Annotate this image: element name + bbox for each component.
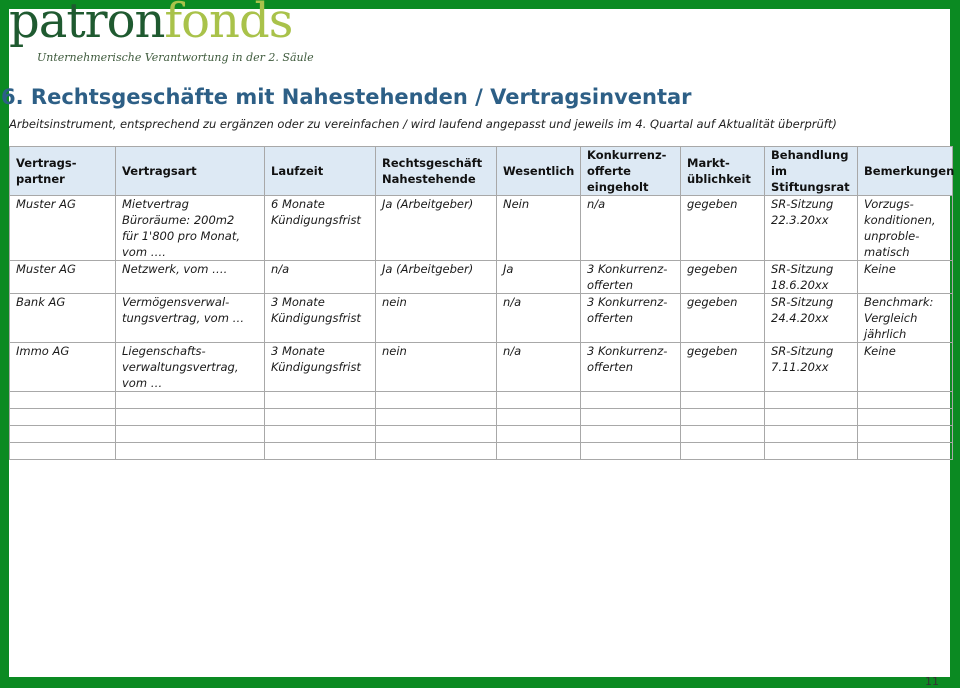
column-header-label: Markt- üblichkeit [687,156,751,186]
table-cell [376,261,497,294]
table-cell [497,343,581,392]
empty-table-cell [497,409,581,426]
empty-table-cell [765,426,858,443]
table-cell-text: gegeben [687,344,738,358]
empty-table-cell [858,443,953,460]
page-number: 11 [925,675,939,688]
document-page [1,0,955,688]
page-title: 6. Rechtsgeschäfte mit Nahestehenden / Vertragsinventar [1,85,692,109]
table-cell-text: 3 Konkurrenz- offerten [587,344,668,374]
empty-table-cell [116,443,265,460]
empty-table-cell [858,392,953,409]
table-cell-text: 3 Konkurrenz- offerten [587,295,668,325]
column-header [681,147,765,196]
table-cell [765,343,858,392]
table-cell-text: Benchmark: Vergleich jährlich [864,295,934,341]
table-cell-text: n/a [271,262,290,276]
table-cell-text: Liegenschafts- verwaltungsvertrag, vom … [122,344,239,390]
table-cell-text: 3 Monate Kündigungsfrist [271,344,361,374]
table-header-row [10,147,953,196]
empty-table-cell [497,443,581,460]
table-cell [765,294,858,343]
table-cell [681,294,765,343]
table-cell [581,294,681,343]
table-cell [858,261,953,294]
column-header-label: Rechtsgeschäft Nahestehende [382,156,483,186]
table-cell [765,261,858,294]
table-cell-text: Muster AG [16,262,76,276]
empty-table-row [10,443,953,460]
empty-table-cell [681,409,765,426]
table-cell [116,294,265,343]
table-cell-text: SR-Sitzung 22.3.20xx [771,197,834,227]
empty-table-row [10,426,953,443]
empty-table-cell [265,409,376,426]
table-row [10,343,953,392]
empty-table-cell [681,426,765,443]
table-cell [116,196,265,261]
column-header [265,147,376,196]
table-cell-text: Bank AG [16,295,66,309]
table-cell-text: nein [382,295,407,309]
table-cell-text: Vermögensverwal- tungsvertrag, vom … [122,295,245,325]
empty-table-cell [116,392,265,409]
empty-table-cell [265,443,376,460]
table-cell-text: Immo AG [16,344,70,358]
column-header [376,147,497,196]
column-header [116,147,265,196]
column-header-label: Konkurrenz- offerte eingeholt [587,148,667,194]
empty-table-cell [765,443,858,460]
empty-table-cell [681,443,765,460]
table-cell [10,294,116,343]
logo-tagline: Unternehmerische Verantwortung in der 2. Säule [37,51,314,64]
empty-table-cell [10,392,116,409]
column-header [497,147,581,196]
empty-table-cell [765,409,858,426]
column-header-label: Vertragsart [122,164,197,178]
table-cell-text: Nein [503,197,530,211]
table-cell [265,196,376,261]
empty-table-cell [376,392,497,409]
table-row [10,294,953,343]
column-header-label: Wesentlich [503,164,575,178]
table-cell-text: 6 Monate Kündigungsfrist [271,197,361,227]
table-cell [376,196,497,261]
empty-table-cell [376,426,497,443]
column-header [765,147,858,196]
contract-inventory-table [9,146,953,460]
empty-table-cell [497,392,581,409]
table-cell [581,261,681,294]
empty-table-cell [765,392,858,409]
column-header [10,147,116,196]
table-cell-text: Mietvertrag Büroräume: 200m2 für 1'800 pro Monat, vom …. [122,197,240,259]
table-cell [497,196,581,261]
table-cell [681,196,765,261]
patronfonds-logo [9,0,314,71]
page-subtitle: Arbeitsinstrument, entsprechend zu ergänzen oder zu vereinfachen / wird laufend angepasst und jeweils im 4. Quartal auf Aktualität überprüft) [9,117,837,131]
table-cell [858,196,953,261]
table-cell [681,261,765,294]
column-header-label: Behandlung im Stiftungsrat [771,148,850,194]
table-cell-text: SR-Sitzung 24.4.20xx [771,295,834,325]
table-cell [376,343,497,392]
column-header-label: Vertrags- partner [16,156,77,186]
table-cell [376,294,497,343]
table-body [10,196,953,460]
empty-table-cell [10,426,116,443]
empty-table-cell [10,409,116,426]
empty-table-cell [116,409,265,426]
table-cell-text: 3 Konkurrenz- offerten [587,262,668,292]
empty-table-cell [265,392,376,409]
empty-table-cell [581,409,681,426]
table-cell [265,294,376,343]
table-cell-text: gegeben [687,295,738,309]
column-header-label: Laufzeit [271,164,324,178]
table-cell-text: Netzwerk, vom …. [122,262,228,276]
empty-table-cell [376,443,497,460]
table-row [10,261,953,294]
column-header-label: Bemerkungen [864,164,955,178]
logo-wordmark [9,0,293,49]
table-cell [265,343,376,392]
table-cell [581,196,681,261]
table-cell-text: Vorzugs- konditionen, unproble- matisch [864,197,936,259]
table-cell-text: SR-Sitzung 7.11.20xx [771,344,834,374]
table-row [10,196,953,261]
table-cell-text: Ja [503,262,514,276]
table-cell [10,261,116,294]
empty-table-cell [581,392,681,409]
empty-table-cell [858,426,953,443]
table-cell-text: Keine [864,344,896,358]
table-cell [765,196,858,261]
table-cell [858,294,953,343]
logo-fonds-text: fonds [164,0,293,49]
table-cell-text: gegeben [687,197,738,211]
empty-table-row [10,409,953,426]
empty-table-row [10,392,953,409]
table-cell-text: Ja (Arbeitgeber) [382,262,474,276]
table-cell-text: 3 Monate Kündigungsfrist [271,295,361,325]
empty-table-cell [681,392,765,409]
empty-table-cell [581,443,681,460]
table-cell [858,343,953,392]
table-cell-text: Keine [864,262,896,276]
table-cell [497,294,581,343]
table-cell [497,261,581,294]
logo-patron-text: patron [9,0,165,49]
column-header [858,147,953,196]
table-cell [10,196,116,261]
table-cell-text: n/a [503,295,522,309]
table-cell-text: SR-Sitzung 18.6.20xx [771,262,834,292]
empty-table-cell [265,426,376,443]
empty-table-cell [376,409,497,426]
table-cell [681,343,765,392]
column-header [581,147,681,196]
table-cell [265,261,376,294]
table-cell-text: gegeben [687,262,738,276]
table-cell [116,261,265,294]
table-cell-text: Ja (Arbeitgeber) [382,197,474,211]
table-cell [10,343,116,392]
empty-table-cell [116,426,265,443]
empty-table-cell [581,426,681,443]
table-cell [581,343,681,392]
empty-table-cell [497,426,581,443]
table-cell-text: Muster AG [16,197,76,211]
empty-table-cell [858,409,953,426]
empty-table-cell [10,443,116,460]
table-cell-text: n/a [503,344,522,358]
table-cell-text: n/a [587,197,606,211]
table-cell-text: nein [382,344,407,358]
table-cell [116,343,265,392]
